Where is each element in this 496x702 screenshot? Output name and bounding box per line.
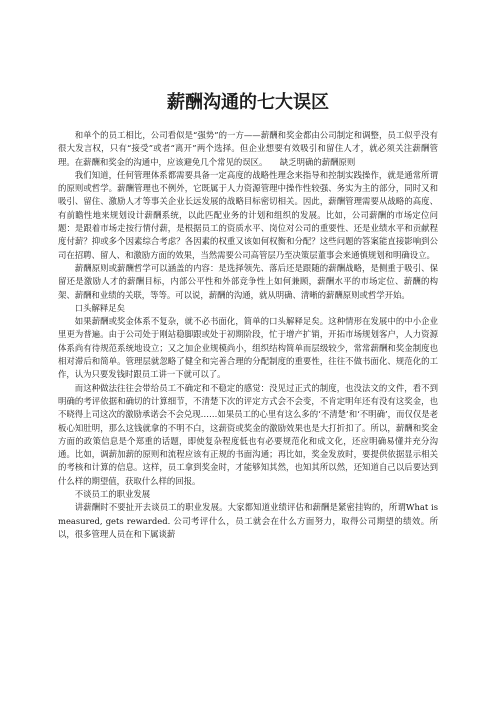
paragraph-oral-2: 而这种做法往往会带给员工不确定和不稳定的感觉：没见过正式的制度，也没法文的文件，看不到明确的考评依据和确切的计算细节，不清楚下次的评定方式会不会变，不肯定明年还有没有这奖金，也不晓得上司这次的激励承诺会不会兑现……如果员工的心里有这么多的‘不清楚’和‘不明确’，而仅仅是老板心知肚明，那么这钱就拿的不明不白，这薪资或奖金的激励效果也是大打折扣了。所以，薪酬和奖金方面的政策信息是个郑重的话题，即使复杂程度低也有必要规范化和成文化，还应明确易懂并充分沟通。比如，调薪加薪的原则和流程应该有正规的书面沟通；再比如，奖金发放时，要提供依据显示相关的考核和计算的信息。这样，员工拿到奖金时，才能够知其然，也知其所以然，还知道自己以后要达到什么样的期望值，获取什么样的回报。 bbox=[58, 382, 438, 486]
paragraph-intro: 和单个的员工相比，公司看似是“强势”的一方——薪酬和奖金都由公司制定和调整，员工似乎没有很大发言权，只有“接受”或者“离开”两个选择。但企业想要有效吸引和留住人才，就必须关注薪酬管理。在薪酬和奖金的沟通中，应该避免几个常见的误区。 缺乏明确的薪酬原则 bbox=[58, 130, 438, 167]
section-heading-oral: 口头解释足矣 bbox=[74, 302, 126, 313]
paragraph-principle-1: 我们知道，任何管理体系都需要具备一定高度的战略性理念来指导和控制实践操作，就是通常所谓的原则或哲学。薪酬管理也不例外，它既属于人力资源管理中操作性较强、务实为主的部分，同时又和吸引、留住、激励人才等事关企业长远发展的战略目标密切相关。因此，薪酬管理需要从战略的高度、有前瞻性地来规划设计薪酬系统，以此匹配业务的计划和组织的发展。比如，公司薪酬的市场定位问题：是跟着市场走按行情付薪，是根据员工的资质水平、岗位对公司的重要性、还是业绩水平和贡献程度付薪？抑或多个因素综合考虑？各因素的权重又该如何权衡和分配？这些问题的答案能直接影响到公司在招聘、留人、和激励方面的效果，当然需要公司高管层乃至决策层董事会来通慎规划和明确设立。 bbox=[58, 169, 438, 260]
paragraph-principle-2: 薪酬原则或薪酬哲学可以涵盖的内容：是选择领先、落后还是跟随的薪酬战略，是侧重于吸引、保留还是激励人才的薪酬目标，内部公平性和外部竞争性上如何兼顾，薪酬水平的市场定位、薪酬的构架、薪酬和业绩的关联，等等。可以说，薪酬的沟通，就从明确、清晰的薪酬原则或哲学开始。 bbox=[58, 262, 438, 300]
paragraph-career-1: 讲薪酬时不要扯开去谈员工的职业发展。大家都知道业绩评估和薪酬是紧密挂钩的，所谓What is measured, gets rewarded. 公司考评什么，员工就会在什么方面努力，取得公司期望的绩效。所以，很多管理人员在和下属谈薪 bbox=[58, 502, 438, 539]
paragraph-oral-1: 如果薪酬或奖金体系不复杂，就不必书面化，简单的口头解释足矣。这种情形在发展中的中小企业里更为普遍。由于公司处于刚站稳脚跟或处于初期阶段，忙于增产扩销，开拓市场规划客户，人力资源体系尚有待规范系统地设立；又之加企业规模尚小，组织结构简单而层级较少，常常薪酬和奖金制度也相对滞后和简单。管理层就忽略了健全和完善合理的分配制度的重要性，往往不做书面化、规范化的工作，认为只要发钱时跟员工讲一下就可以了。 bbox=[58, 316, 438, 380]
document-body bbox=[58, 129, 438, 541]
section-heading-career: 不谈员工的职业发展 bbox=[74, 489, 151, 500]
document-title: 薪酬沟通的七大误区 bbox=[167, 92, 329, 113]
